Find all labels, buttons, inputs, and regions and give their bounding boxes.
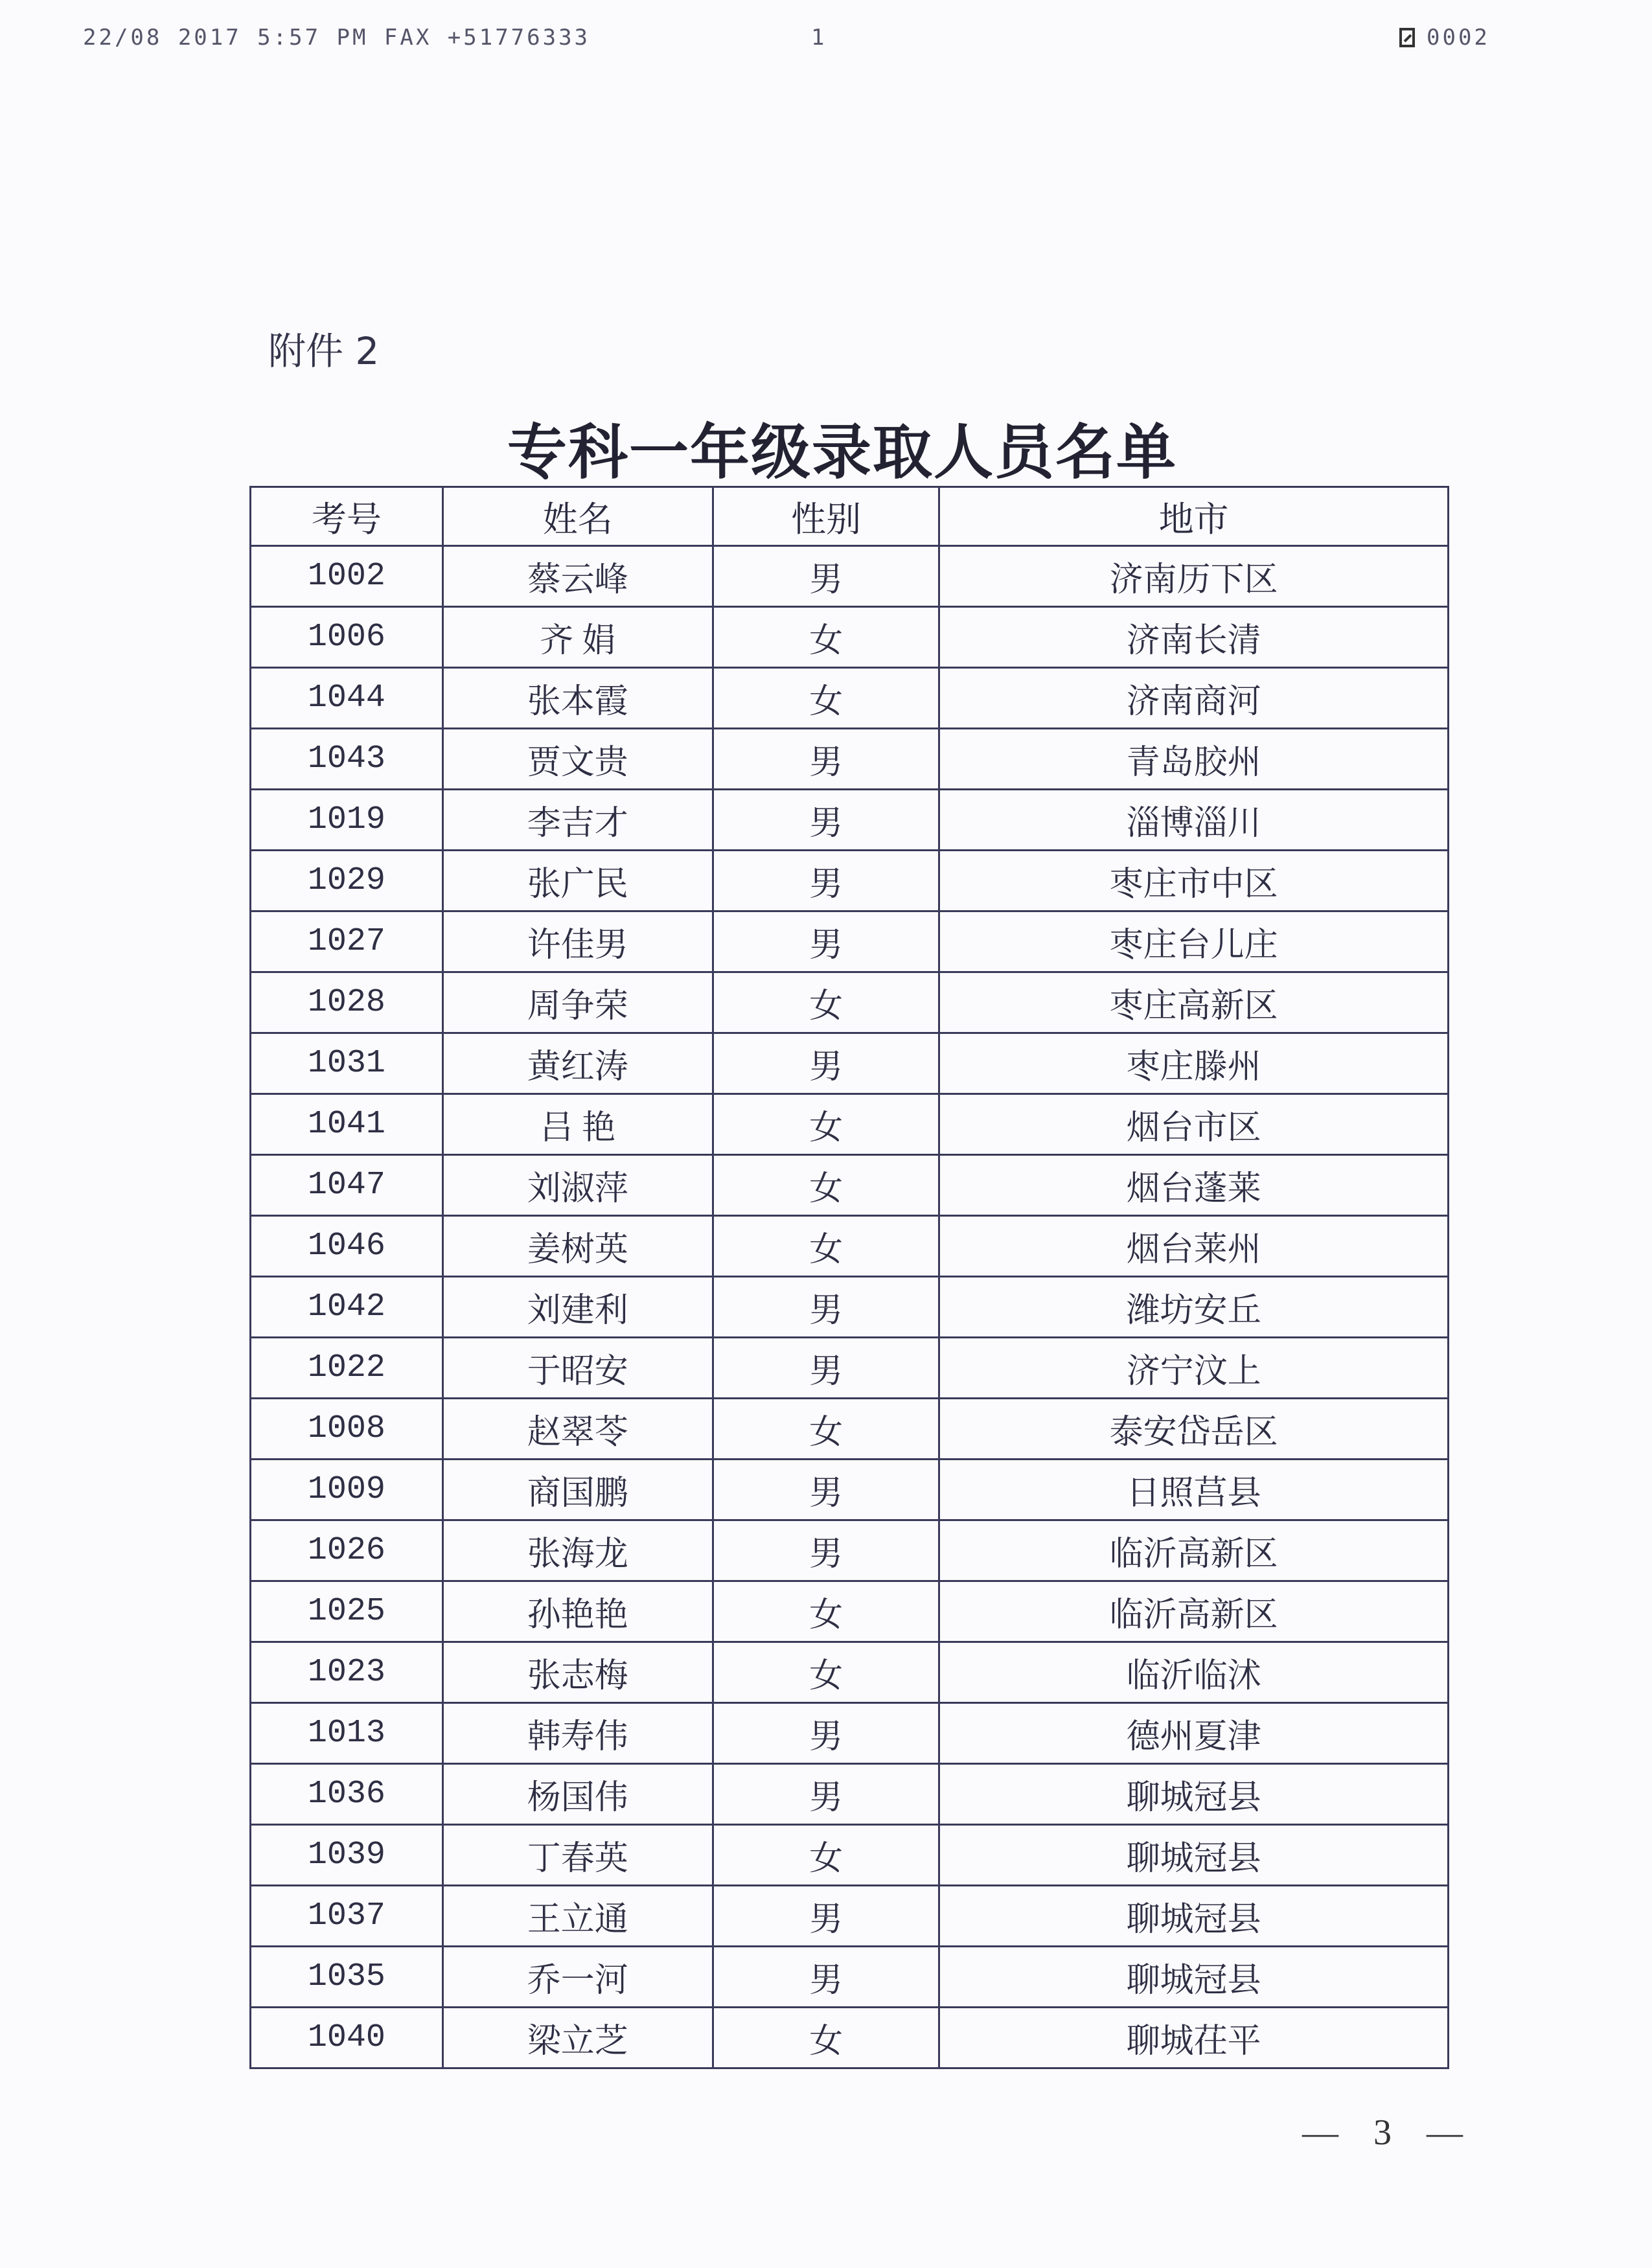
table-row: [251, 911, 1449, 972]
gender-cell: 男: [713, 1947, 939, 2008]
gender-cell: 男: [713, 1277, 939, 1338]
exam-number-cell: 1008: [251, 1399, 443, 1460]
name-cell: 刘建利: [442, 1277, 713, 1338]
table-row: [251, 1703, 1449, 1764]
city-cell: 烟台市区: [939, 1094, 1449, 1155]
city-cell: 潍坊安丘: [939, 1277, 1449, 1338]
table-row: [251, 1094, 1449, 1155]
table-row: [251, 668, 1449, 729]
name-cell: 梁立芝: [442, 2008, 713, 2068]
header-name: 姓名: [442, 487, 713, 546]
table-row: [251, 729, 1449, 790]
name-cell: 赵翠苓: [442, 1399, 713, 1460]
city-cell: 泰安岱岳区: [939, 1399, 1449, 1460]
table-row: [251, 1155, 1449, 1216]
exam-number-cell: 1047: [251, 1155, 443, 1216]
city-cell: 济南长清: [939, 607, 1449, 668]
table-row: [251, 1886, 1449, 1947]
table-row: [251, 972, 1449, 1033]
table-row: [251, 1216, 1449, 1277]
city-cell: 枣庄高新区: [939, 972, 1449, 1033]
exam-number-cell: 1042: [251, 1277, 443, 1338]
table-row: [251, 1520, 1449, 1581]
name-cell: 刘淑萍: [442, 1155, 713, 1216]
exam-number-cell: 1041: [251, 1094, 443, 1155]
city-cell: 枣庄滕州: [939, 1033, 1449, 1094]
fax-header-info: 22/08 2017 5:57 PM FAX +51776333: [83, 25, 591, 51]
table-row: [251, 1642, 1449, 1703]
gender-cell: 男: [713, 1520, 939, 1581]
gender-cell: 男: [713, 790, 939, 851]
exam-number-cell: 1025: [251, 1581, 443, 1642]
table-row: [251, 546, 1449, 607]
gender-cell: 女: [713, 2008, 939, 2068]
gender-cell: 男: [713, 1338, 939, 1399]
gender-cell: 女: [713, 1399, 939, 1460]
exam-number-cell: 1022: [251, 1338, 443, 1399]
exam-number-cell: 1031: [251, 1033, 443, 1094]
exam-number-cell: 1002: [251, 546, 443, 607]
table-row: [251, 851, 1449, 911]
exam-number-cell: 1043: [251, 729, 443, 790]
city-cell: 烟台莱州: [939, 1216, 1449, 1277]
name-cell: 蔡云峰: [442, 546, 713, 607]
exam-number-cell: 1028: [251, 972, 443, 1033]
gender-cell: 女: [713, 1825, 939, 1886]
gender-cell: 女: [713, 1216, 939, 1277]
exam-number-cell: 1036: [251, 1764, 443, 1825]
name-cell: 张本霞: [442, 668, 713, 729]
exam-number-cell: 1035: [251, 1947, 443, 2008]
city-cell: 济宁汶上: [939, 1338, 1449, 1399]
name-cell: 张广民: [442, 851, 713, 911]
city-cell: 烟台蓬莱: [939, 1155, 1449, 1216]
city-cell: 临沂高新区: [939, 1581, 1449, 1642]
page-number: — 3 —: [1302, 2113, 1476, 2153]
header-gender: 性别: [713, 487, 939, 546]
city-cell: 聊城冠县: [939, 1825, 1449, 1886]
exam-number-cell: 1040: [251, 2008, 443, 2068]
name-cell: 姜树英: [442, 1216, 713, 1277]
city-cell: 枣庄市中区: [939, 851, 1449, 911]
gender-cell: 女: [713, 668, 939, 729]
city-cell: 济南商河: [939, 668, 1449, 729]
table-row: [251, 1825, 1449, 1886]
table-row: [251, 2008, 1449, 2068]
city-cell: 临沂临沭: [939, 1642, 1449, 1703]
gender-cell: 男: [713, 1033, 939, 1094]
fax-page-count: [1399, 25, 1490, 51]
gender-cell: 女: [713, 607, 939, 668]
city-cell: 济南历下区: [939, 546, 1449, 607]
gender-cell: 女: [713, 1155, 939, 1216]
city-cell: 日照莒县: [939, 1460, 1449, 1520]
name-cell: 丁春英: [442, 1825, 713, 1886]
table-header-row: [251, 487, 1449, 546]
city-cell: 青岛胶州: [939, 729, 1449, 790]
exam-number-cell: 1023: [251, 1642, 443, 1703]
name-cell: 贾文贵: [442, 729, 713, 790]
table-row: [251, 1947, 1449, 2008]
table-row: [251, 1277, 1449, 1338]
attachment-label: 附件 2: [268, 329, 380, 373]
exam-number-cell: 1026: [251, 1520, 443, 1581]
name-cell: 商国鹏: [442, 1460, 713, 1520]
table-row: [251, 1033, 1449, 1094]
table-row: [251, 607, 1449, 668]
city-cell: 聊城冠县: [939, 1886, 1449, 1947]
name-cell: 吕 艳: [442, 1094, 713, 1155]
header-city: 地市: [939, 487, 1449, 546]
name-cell: 齐 娟: [442, 607, 713, 668]
exam-number-cell: 1027: [251, 911, 443, 972]
name-cell: 许佳男: [442, 911, 713, 972]
table-row: [251, 790, 1449, 851]
city-cell: 聊城冠县: [939, 1947, 1449, 2008]
city-cell: 聊城茌平: [939, 2008, 1449, 2068]
gender-cell: 女: [713, 1642, 939, 1703]
city-cell: 枣庄台儿庄: [939, 911, 1449, 972]
table-row: [251, 1460, 1449, 1520]
exam-number-cell: 1044: [251, 668, 443, 729]
gender-cell: 男: [713, 1764, 939, 1825]
exam-number-cell: 1013: [251, 1703, 443, 1764]
name-cell: 王立通: [442, 1886, 713, 1947]
gender-cell: 男: [713, 911, 939, 972]
exam-number-cell: 1037: [251, 1886, 443, 1947]
name-cell: 张志梅: [442, 1642, 713, 1703]
gender-cell: 女: [713, 972, 939, 1033]
table-row: [251, 1764, 1449, 1825]
name-cell: 杨国伟: [442, 1764, 713, 1825]
fax-page-count-text: 0002: [1427, 25, 1490, 51]
name-cell: 张海龙: [442, 1520, 713, 1581]
gender-cell: 男: [713, 1460, 939, 1520]
gender-cell: 男: [713, 1886, 939, 1947]
exam-number-cell: 1046: [251, 1216, 443, 1277]
document-title: 专科一年级录取人员名单: [507, 417, 1177, 487]
gender-cell: 男: [713, 851, 939, 911]
name-cell: 李吉才: [442, 790, 713, 851]
city-cell: 聊城冠县: [939, 1764, 1449, 1825]
name-cell: 于昭安: [442, 1338, 713, 1399]
fax-page-icon: [1399, 28, 1415, 47]
gender-cell: 女: [713, 1581, 939, 1642]
exam-number-cell: 1006: [251, 607, 443, 668]
table-row: [251, 1399, 1449, 1460]
city-cell: 淄博淄川: [939, 790, 1449, 851]
table-row: [251, 1338, 1449, 1399]
exam-number-cell: 1029: [251, 851, 443, 911]
table-row: [251, 1581, 1449, 1642]
gender-cell: 男: [713, 1703, 939, 1764]
name-cell: 黄红涛: [442, 1033, 713, 1094]
fax-page-indicator: 1: [811, 25, 827, 51]
name-cell: 乔一河: [442, 1947, 713, 2008]
city-cell: 德州夏津: [939, 1703, 1449, 1764]
gender-cell: 男: [713, 729, 939, 790]
gender-cell: 女: [713, 1094, 939, 1155]
name-cell: 周争荣: [442, 972, 713, 1033]
exam-number-cell: 1019: [251, 790, 443, 851]
header-exam-number: 考号: [251, 487, 443, 546]
exam-number-cell: 1009: [251, 1460, 443, 1520]
name-cell: 韩寿伟: [442, 1703, 713, 1764]
name-cell: 孙艳艳: [442, 1581, 713, 1642]
admission-list-table: [249, 486, 1449, 2069]
city-cell: 临沂高新区: [939, 1520, 1449, 1581]
gender-cell: 男: [713, 546, 939, 607]
exam-number-cell: 1039: [251, 1825, 443, 1886]
